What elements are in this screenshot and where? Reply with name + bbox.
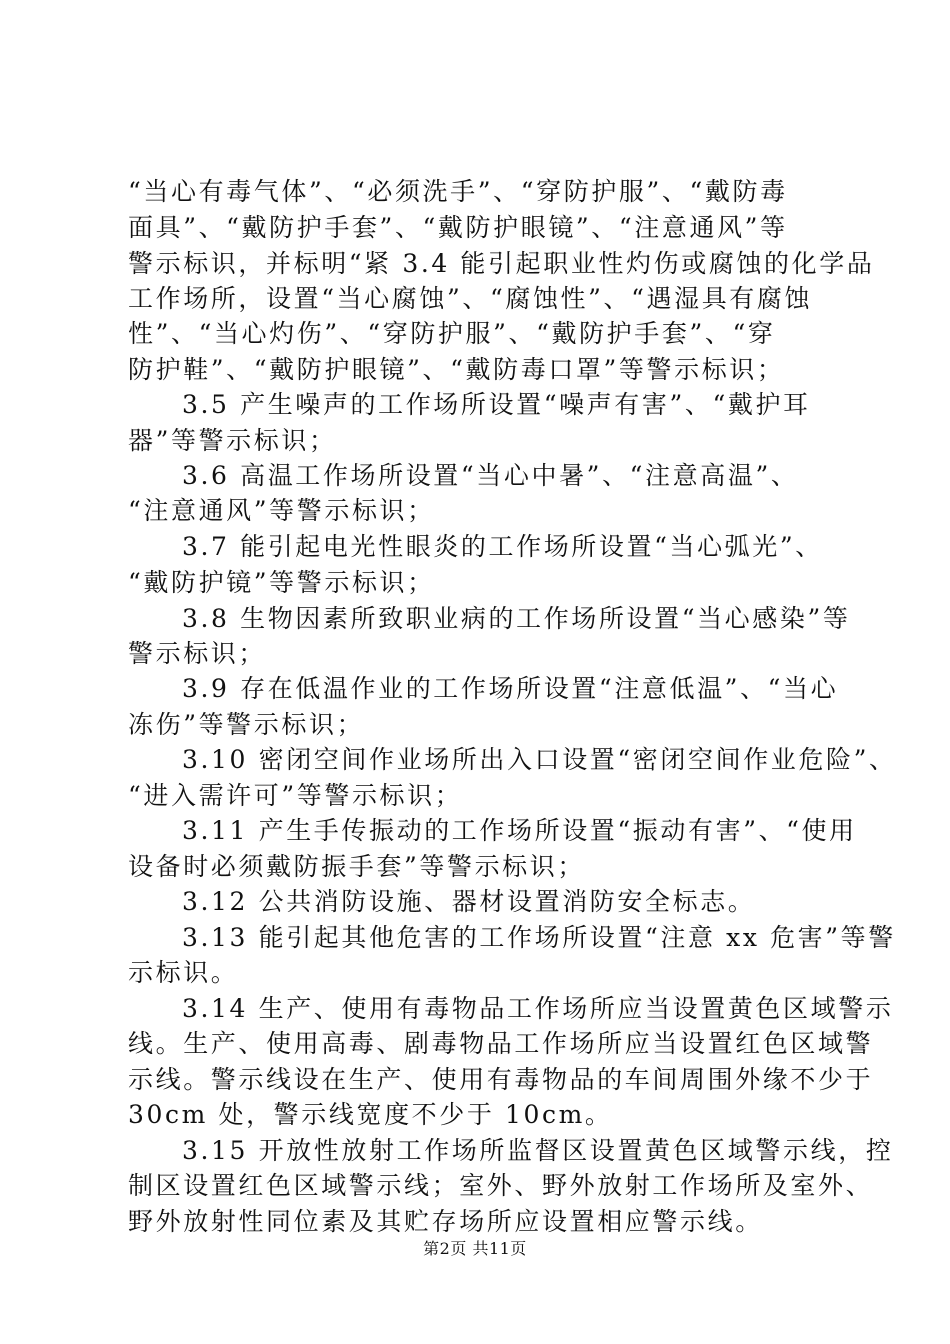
text-line: 30cm 处，警示线宽度不少于 10cm。 — [128, 1100, 613, 1129]
text-line: 3.5 产生噪声的工作场所设置“噪声有害”、“戴护耳 — [182, 390, 811, 419]
text-line: 3.13 能引起其他危害的工作场所设置“注意 xx 危害”等警 — [182, 923, 896, 952]
text-line: “戴防护镜”等警示标识； — [128, 568, 435, 597]
text-line: 3.7 能引起电光性眼炎的工作场所设置“当心弧光”、 — [182, 532, 823, 561]
text-line: “进入需许可”等警示标识； — [128, 781, 463, 810]
text-line: 警示标识，并标明“紧 3.4 能引起职业性灼伤或腐蚀的化学品 — [128, 249, 875, 278]
text-line: “注意通风”等警示标识； — [128, 496, 435, 525]
text-line: 工作场所，设置“当心腐蚀”、“腐蚀性”、“遇湿具有腐蚀 — [128, 284, 813, 313]
text-line: 面具”、“戴防护手套”、“戴防护眼镜”、“注意通风”等 — [128, 213, 788, 242]
text-line: 防护鞋”、“戴防护眼镜”、“戴防毒口罩”等警示标识； — [128, 355, 785, 384]
text-line: 性”、“当心灼伤”、“穿防护服”、“戴防护手套”、“穿 — [128, 319, 776, 348]
text-line: 示线。警示线设在生产、使用有毒物品的车间周围外缘不少于 — [128, 1065, 874, 1094]
text-line: 线。生产、使用高毒、剧毒物品工作场所应当设置红色区域警 — [128, 1029, 874, 1058]
text-line: 器”等警示标识； — [128, 426, 337, 455]
text-line: 3.14 生产、使用有毒物品工作场所应当设置黄色区域警示 — [182, 994, 894, 1023]
text-line: 制区设置红色区域警示线；室外、野外放射工作场所及室外、 — [128, 1171, 874, 1200]
text-line: 3.12 公共消防设施、器材设置消防安全标志。 — [182, 887, 756, 916]
text-line: 示标识。 — [128, 958, 239, 987]
text-line: 3.10 密闭空间作业场所出入口设置“密闭空间作业危险”、 — [182, 745, 897, 774]
text-line: 冻伤”等警示标识； — [128, 710, 365, 739]
text-line: 3.8 生物因素所致职业病的工作场所设置“当心感染”等 — [182, 604, 851, 633]
text-line: 3.11 产生手传振动的工作场所设置“振动有害”、“使用 — [182, 816, 857, 845]
page-footer: 第2页 共11页 — [423, 1239, 527, 1258]
text-line: 警示标识； — [128, 639, 267, 668]
text-line: 3.15 开放性放射工作场所监督区设置黄色区域警示线，控 — [182, 1136, 894, 1165]
text-line: 3.9 存在低温作业的工作场所设置“注意低温”、“当心 — [182, 674, 839, 703]
text-line: 3.6 高温工作场所设置“当心中暑”、“注意高温”、 — [182, 461, 799, 490]
text-line: “当心有毒气体”、“必须洗手”、“穿防护服”、“戴防毒 — [128, 177, 788, 206]
text-line: 野外放射性同位素及其贮存场所应设置相应警示线。 — [128, 1207, 763, 1236]
text-line: 设备时必须戴防振手套”等警示标识； — [128, 852, 585, 881]
